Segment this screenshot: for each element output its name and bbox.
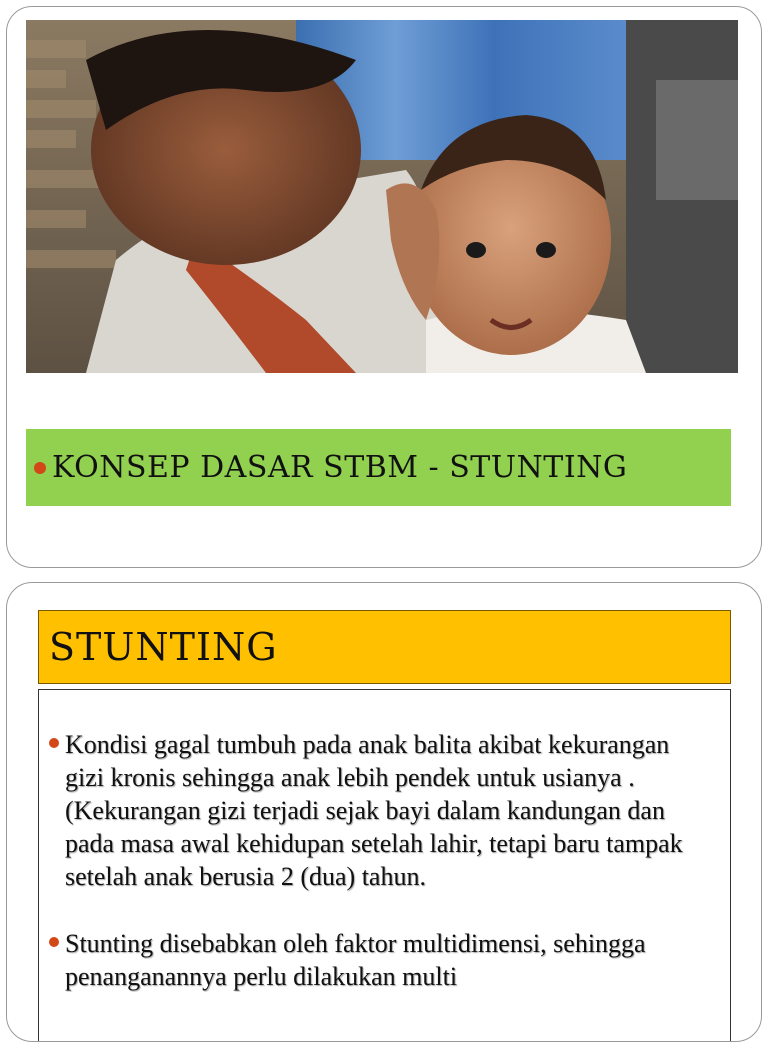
photo-icon — [26, 20, 738, 373]
list-item-text: Stunting disebabkan oleh faktor multidimensi, sehingga penanganannya perlu dilakukan multi — [65, 929, 646, 991]
slide-2 — [6, 582, 762, 1042]
slide-title: KONSEP DASAR STBM - STUNTING — [52, 449, 628, 485]
list-item — [49, 927, 716, 993]
section-header — [38, 610, 731, 684]
section-header-text: STUNTING — [49, 625, 278, 669]
bullet-icon — [34, 462, 46, 474]
content-box — [38, 689, 731, 1042]
slide-1 — [6, 6, 762, 568]
mother-and-baby-photo — [26, 20, 738, 373]
list-item — [49, 728, 716, 893]
bullet-icon — [49, 937, 59, 947]
bullet-icon — [49, 738, 59, 748]
list-item-text: Kondisi gagal tumbuh pada anak balita akibat kekurangan gizi kronis sehingga anak lebih pendek untuk usianya . (Kekurangan gizi terjadi sejak bayi dalam kandungan dan pada masa awal kehidupan setelah lahir, tetapi baru tampak setelah anak berusia 2 (dua) tahun. — [65, 730, 683, 891]
title-band — [26, 429, 731, 506]
